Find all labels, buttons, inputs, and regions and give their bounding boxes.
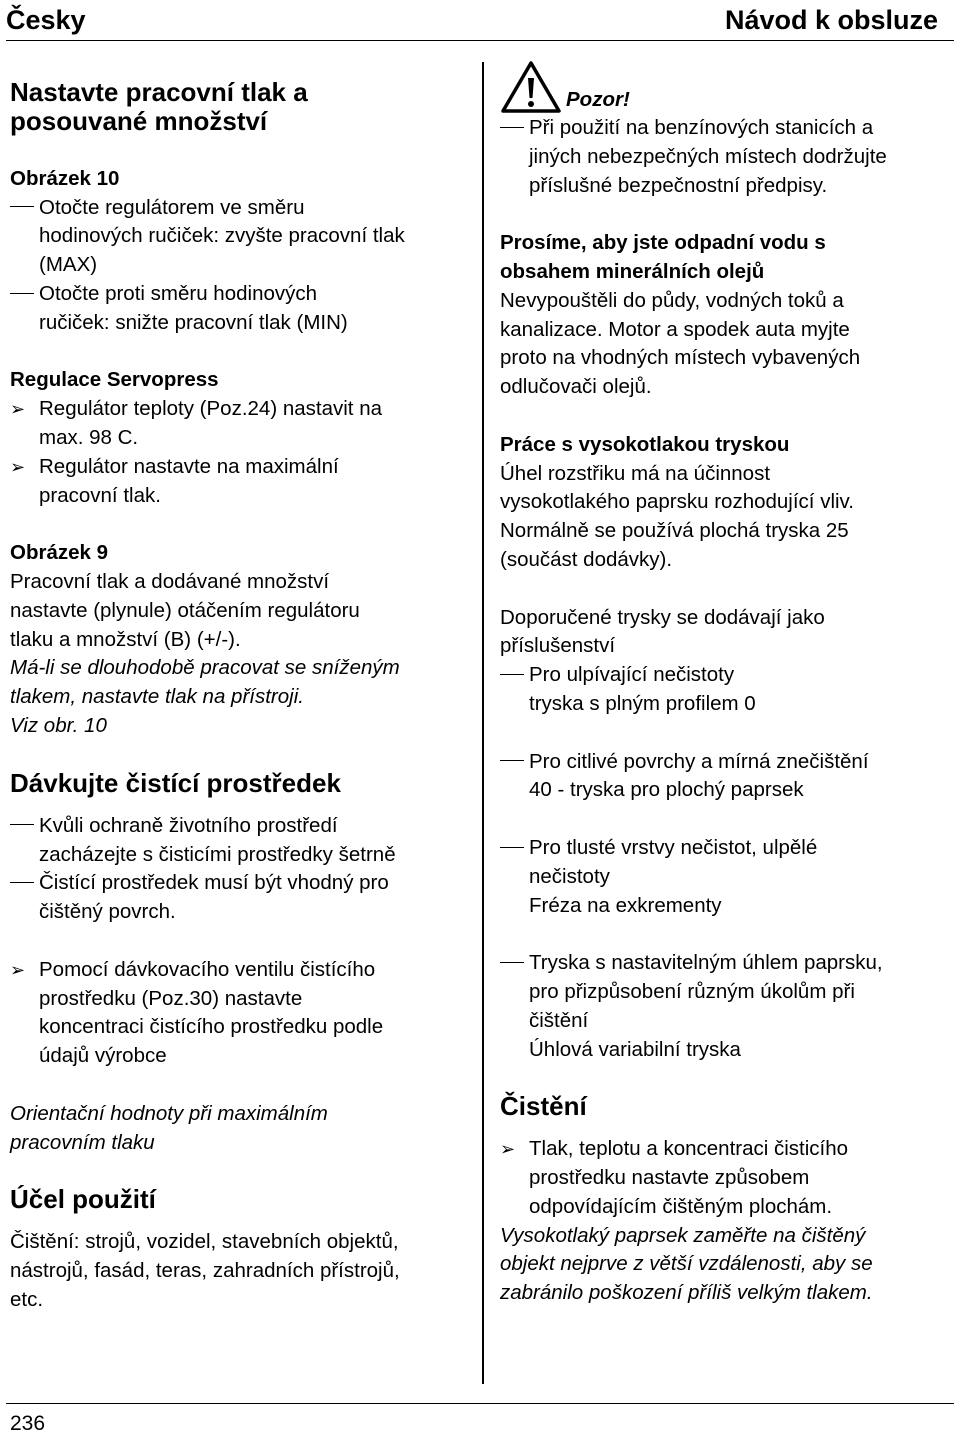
list-item: hodinových ručiček: zvyšte pracovní tlak (MAX) bbox=[39, 224, 405, 277]
dash-bullet bbox=[10, 206, 34, 207]
dash-bullet bbox=[500, 760, 524, 761]
arrow-bullet-icon: ➢ bbox=[500, 1139, 516, 1160]
dash-bullet bbox=[10, 824, 34, 825]
list-item: ➢ Regulátor nastavte na maximální pracovní tlak. bbox=[10, 454, 339, 507]
section-heading: Dávkujte čistící prostředek bbox=[10, 767, 341, 798]
list-item: Pro ulpívající nečistoty tryska s plným profilem 0 bbox=[500, 661, 950, 719]
dash-bullet bbox=[10, 293, 34, 294]
header-title: Návod k obsluze bbox=[724, 5, 938, 35]
list-item: ➢ Pomocí dávkovacího ventilu čistícího prostředku (Poz.30) nastavte koncentraci čistícího prostředku podle údajů výrobce bbox=[10, 957, 384, 1068]
warning-triangle-icon bbox=[500, 60, 562, 114]
arrow-bullet-icon: ➢ bbox=[10, 456, 26, 477]
right-column: Pozor! Při použití na benzínových stanicích a jiných nebezpečných místech dodržujte příslušné bezpečnostní předpisy. Prosíme, aby jste odpadní vodu s obsahem minerálních olejů Nevypouštěli do půdy, vodných toků a kanalizace. Motor a spodek auta myjte proto na vhodných místech vybavených odlučovači olejů. Práce s vysokotlakou tryskou Úhel rozstřiku má na účinnost vysokotlakého paprsku rozhodující vliv. Normálně se používá plochá tryska 25 (součást dodávky). Doporučené trysky se dodávají jako příslušenství Pro ulpívající nečistoty tryska s plným profilem 0 Pro citlivé povrchy a mírná znečištění 40 - tryska pro plochý paprsek Pro tlusté vrstvy nečistot, ulpělé nečistoty Fréza na exkrementy Tryska s nastavitelným úhlem paprsku, pro přizpůsobení různým úkolům při čištění Úhlová variabilní tryska Čistění ➢ Tlak, teplotu a koncentraci čisticího prostředku nastavte způsobem odpovídajícím čištěným plochám. Vysokotlaký paprsek zaměřte na čištěný objekt nejprve z větší vzdálenosti, aby se zabránilo poškození příliš velkým tlakem. bbox=[500, 60, 950, 1308]
header-divider bbox=[6, 40, 954, 41]
warning-block bbox=[500, 60, 950, 114]
dash-bullet bbox=[500, 847, 524, 848]
arrow-bullet-icon: ➢ bbox=[10, 959, 26, 980]
list-item: ➢ Tlak, teplotu a koncentraci čisticího prostředku nastavte způsobem odpovídajícím čištěným plochám. bbox=[500, 1137, 849, 1218]
list-item: Pro citlivé povrchy a mírná znečištění 40 - tryska pro plochý paprsek bbox=[500, 748, 950, 806]
list-item: Otočte proti směru hodinových ručiček: snižte pracovní tlak (MIN) bbox=[10, 280, 472, 338]
list-item: Čistící prostředek musí být vhodný pro čištěný povrch. bbox=[10, 869, 472, 927]
figure-title: Obrázek 10 bbox=[10, 166, 120, 190]
dash-bullet bbox=[10, 882, 34, 883]
subsection-title: Regulace Servopress bbox=[10, 368, 219, 392]
footer-divider bbox=[6, 1403, 954, 1404]
list-item: Otočte regulátorem ve směru bbox=[10, 194, 472, 223]
figure-title: Obrázek 9 bbox=[10, 541, 108, 565]
list-item: Pro tlusté vrstvy nečistot, ulpělé nečistoty Fréza na exkrementy bbox=[500, 834, 950, 920]
arrow-bullet-icon: ➢ bbox=[10, 399, 26, 420]
list-item: Kvůli ochraně životního prostředí zacházejte s čisticími prostředky šetrně bbox=[10, 812, 472, 870]
header-language: Česky bbox=[6, 5, 86, 35]
dash-bullet bbox=[500, 674, 524, 675]
left-column: Nastavte pracovní tlak a posouvané množství Obrázek 10 Otočte regulátorem ve směru hodinových ručiček: zvyšte pracovní tlak (MAX) Otočte proti směru hodinových ručiček: snižte pracovní tlak (MIN) Regulace Servopress ➢ Regulátor teploty (Poz.24) nastavit na max. 98 C. ➢ Regulátor nastavte na maximální pracovní tlak. Obrázek 9 Pracovní tlak a dodávané množství nastavte (plynule) otáčením regulátoru tlaku a množství (B) (+/-). Má-li se dlouhodobě pracovat se sníženým tlakem, nastavte tlak na přístroji. Viz obr. 10 Dávkujte čistící prostředek Kvůli ochraně životního prostředí zacházejte s čisticími prostředky šetrně Čistící prostředek musí být vhodný pro čištěný povrch. ➢ Pomocí dávkovacího ventilu čistícího prostředku (Poz.30) nastavte koncentraci čistícího prostředku podle údajů výrobce Orientační hodnoty při maximálním pracovním tlaku Účel použití Čištění: strojů, vozidel, stavebních objektů, nástrojů, fasád, teras, zahradních přístrojů, etc. bbox=[10, 78, 472, 1315]
section-heading: Účel použití bbox=[10, 1184, 156, 1215]
section-heading: Nastavte pracovní tlak a bbox=[10, 77, 308, 107]
page-number: 236 bbox=[10, 1412, 46, 1435]
list-item: ➢ Regulátor teploty (Poz.24) nastavit na max. 98 C. bbox=[10, 397, 382, 449]
section-heading: posouvané množství bbox=[10, 106, 268, 136]
warning-label: Pozor! bbox=[566, 88, 630, 111]
section-heading: Čistění bbox=[500, 1091, 587, 1122]
list-item: Při použití na benzínových stanicích a jiných nebezpečných místech dodržujte příslušné bezpečnostní předpisy. bbox=[500, 114, 950, 200]
dash-bullet bbox=[500, 127, 524, 128]
column-divider bbox=[482, 62, 484, 1384]
list-item: Tryska s nastavitelným úhlem paprsku, pro přizpůsobení různým úkolům při čištění Úhlová variabilní tryska bbox=[500, 949, 950, 1064]
dash-bullet bbox=[500, 962, 524, 963]
